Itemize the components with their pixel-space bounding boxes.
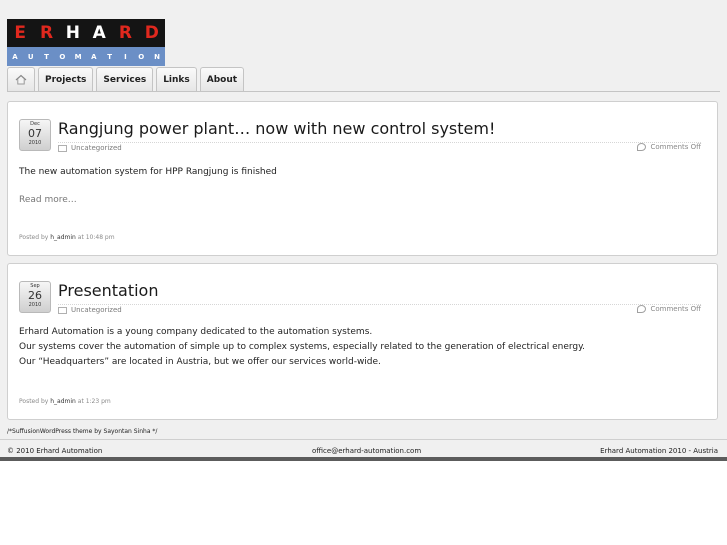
home-icon <box>15 74 27 85</box>
comment-icon <box>637 143 646 151</box>
post-paragraph: The new automation system for HPP Rangjung is finished <box>19 167 277 177</box>
footer-right-text: Erhard Automation 2010 - Austria <box>600 447 718 455</box>
folder-icon <box>58 145 67 152</box>
comments-link <box>637 143 701 151</box>
date-month: Dec <box>30 121 40 127</box>
comments-label: Comments Off <box>650 143 701 151</box>
main-nav <box>7 67 247 91</box>
logo-letter: H <box>65 23 80 43</box>
footer-email-link[interactable]: office@erhard-automation.com <box>312 447 422 455</box>
post-meta <box>19 234 115 241</box>
folder-icon <box>58 307 67 314</box>
nav-links[interactable]: Links <box>156 67 197 91</box>
logo-sub-letter: N <box>154 52 160 61</box>
nav-projects[interactable]: Projects <box>38 67 93 91</box>
post-title[interactable]: Presentation <box>58 281 159 300</box>
title-divider <box>58 142 701 143</box>
author-link[interactable]: h_admin <box>50 234 76 241</box>
title-divider <box>58 304 701 305</box>
logo-sub-letter: M <box>74 52 82 61</box>
date-badge <box>19 281 51 313</box>
footer-copyright: © 2010 Erhard Automation <box>7 447 103 455</box>
logo-letter: R <box>39 23 54 43</box>
post-time: at 1:23 pm <box>77 398 111 405</box>
post-paragraph: Our “Headquarters” are located in Austria, but we offer our services world-wide. <box>19 357 381 367</box>
theme-credit: /*SuffusionWordPress theme by Sayontan Sinha */ <box>7 428 158 435</box>
logo-sub-letter: O <box>59 52 66 61</box>
logo-sub-letter: T <box>44 52 49 61</box>
logo-sub-letter: U <box>27 52 34 61</box>
post-title[interactable]: Rangjung power plant… now with new control system! <box>58 119 496 138</box>
logo-sub-letter: I <box>124 52 127 61</box>
logo-letter: E <box>14 23 26 43</box>
post-category[interactable] <box>58 144 122 152</box>
comments-label: Comments Off <box>650 305 701 313</box>
logo-sub-letter: O <box>138 52 145 61</box>
post-meta <box>19 398 111 405</box>
nav-home[interactable] <box>7 67 35 91</box>
nav-services[interactable]: Services <box>96 67 153 91</box>
date-year: 2010 <box>28 302 42 308</box>
logo-letter: R <box>118 23 133 43</box>
read-more-link[interactable]: Read more… <box>19 195 77 205</box>
post-paragraph: Erhard Automation is a young company dedicated to the automation systems. <box>19 327 373 337</box>
nav-divider <box>7 91 720 92</box>
post <box>7 263 718 420</box>
post-body <box>19 325 585 370</box>
logo-subtitle <box>7 47 165 66</box>
post-time: at 10:48 pm <box>77 234 115 241</box>
comments-link <box>637 305 701 313</box>
posted-by-label: Posted by <box>19 234 49 241</box>
post <box>7 101 718 256</box>
post-body <box>19 165 277 180</box>
logo-sub-letter: A <box>91 52 97 61</box>
date-badge <box>19 119 51 151</box>
date-year: 2010 <box>28 140 42 146</box>
site-logo[interactable] <box>7 19 165 66</box>
date-month: Sep <box>30 283 40 289</box>
nav-about[interactable]: About <box>200 67 244 91</box>
logo-sub-letter: A <box>12 52 18 61</box>
post-category[interactable] <box>58 306 122 314</box>
author-link[interactable]: h_admin <box>50 398 76 405</box>
logo-sub-letter: T <box>107 52 113 61</box>
posted-by-label: Posted by <box>19 398 49 405</box>
comment-icon <box>637 305 646 313</box>
footer-divider <box>0 439 727 440</box>
date-day: 26 <box>28 289 42 302</box>
category-label: Uncategorized <box>71 144 122 152</box>
logo-letter: A <box>92 23 106 43</box>
logo-wordmark <box>7 19 165 47</box>
post-paragraph: Our systems cover the automation of simple up to complex systems, especially related to the generation of electrical energy. <box>19 342 586 352</box>
footer-bar <box>0 457 727 461</box>
date-day: 07 <box>28 127 42 140</box>
logo-letter: D <box>144 23 159 43</box>
category-label: Uncategorized <box>71 306 122 314</box>
